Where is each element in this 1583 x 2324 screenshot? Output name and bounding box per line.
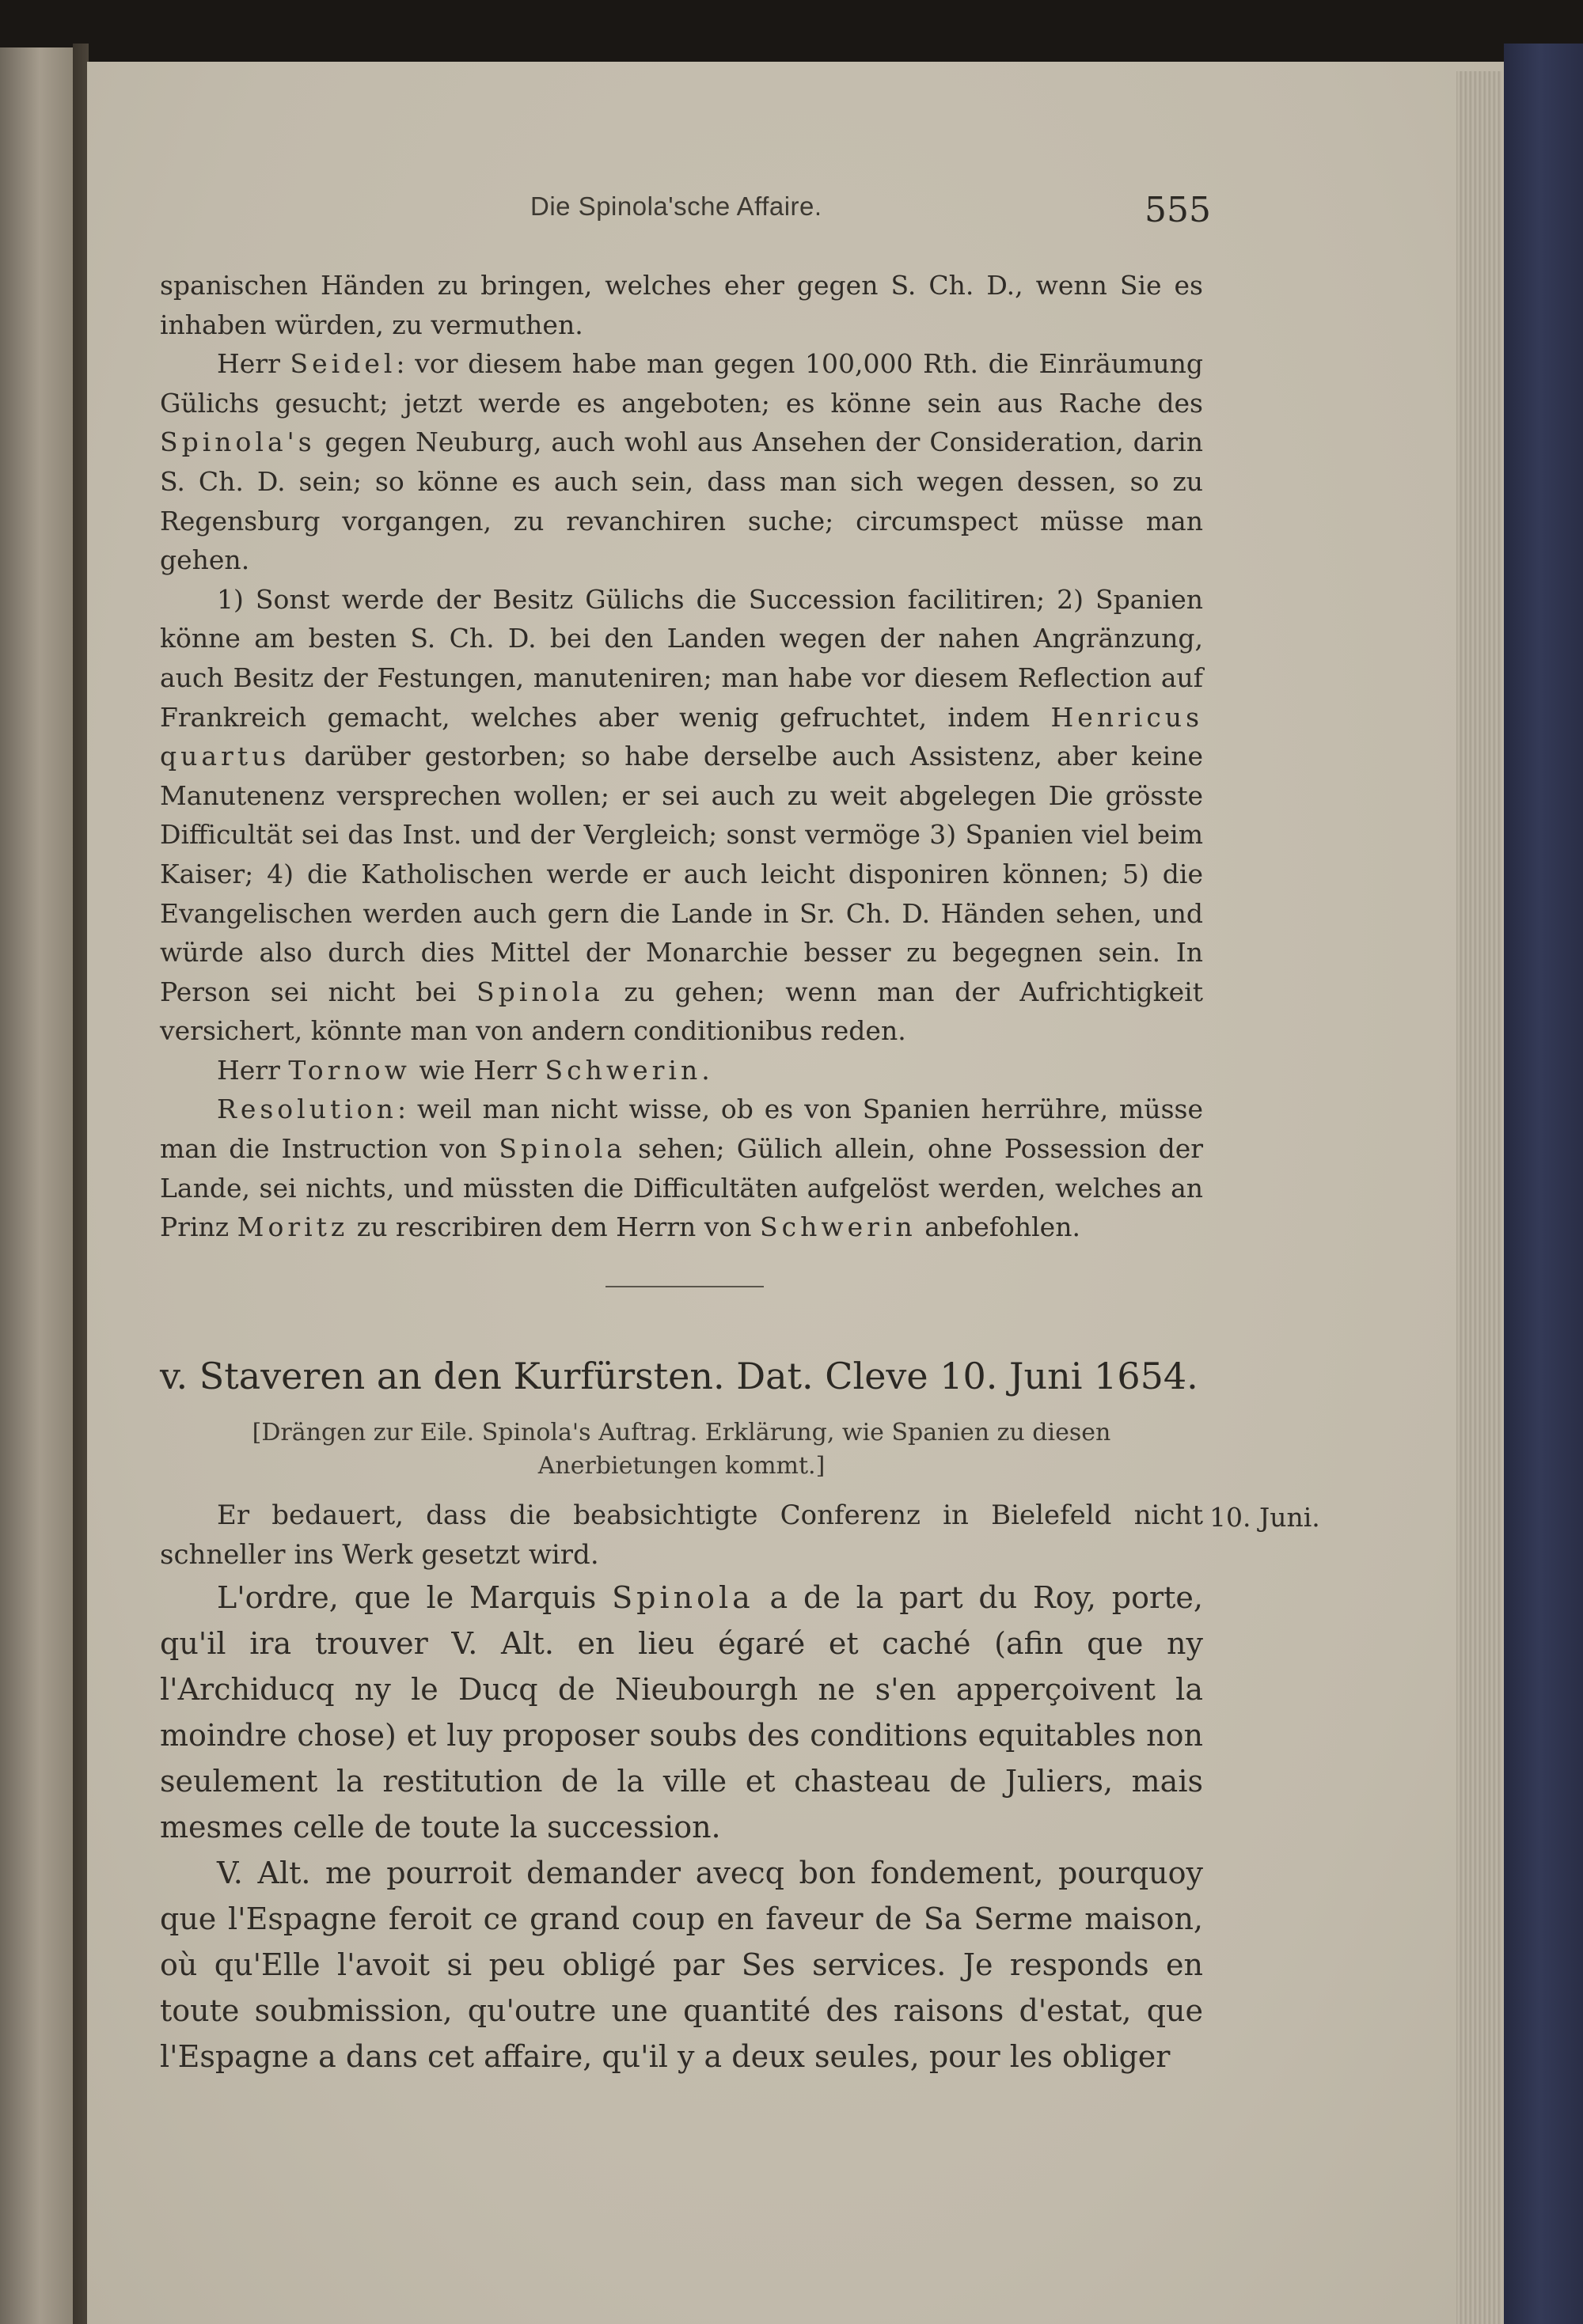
- person-name: Schwerin: [545, 1054, 702, 1086]
- person-name: Spinola: [476, 976, 604, 1007]
- person-name: Schwerin: [760, 1211, 917, 1243]
- paragraph: Resolution: weil man nicht wisse, ob es von Spanien herrühre, müsse man die Instruction von Spinola sehen; Gülich allein, ohne Possession der Lande, sei nichts, und müssten die Difficultäten aufgelöst werden, welches an Prinz Moritz zu rescribiren dem Herrn von Schwerin anbefohlen.: [160, 1094, 1203, 1243]
- paragraph: L'ordre, que le Marquis Spinola a de la part du Roy, porte, qu'il ira trouver V. Alt. en lieu égaré et caché (afin que ny l'Archiducq ny le Ducq de Nieubourgh ne s'en apperçoivent la moindre chose) et luy proposer soubs des conditions equitables non seulement la restitution de la ville et chasteau de Juliers, mais mesmes celle de toute la succession.: [160, 1580, 1203, 1844]
- paragraph: Er bedauert, dass die beabsichtigte Conferenz in Bielefeld nicht schneller ins Werk gesetzt wird.: [160, 1499, 1203, 1571]
- person-name: Tornow: [288, 1054, 411, 1086]
- paragraph: spanischen Händen zu bringen, welches eher gegen S. Ch. D., wenn Sie es inhaben würden, zu vermuthen.: [160, 270, 1203, 340]
- person-name: Spinola: [612, 1580, 754, 1615]
- running-title: Die Spinola'sche Affaire.: [530, 191, 822, 221]
- person-name: Seidel: [290, 348, 397, 380]
- marginal-date: 10. Juni.: [1209, 1502, 1320, 1533]
- document-summary: [Drängen zur Eile. Spinola's Auftrag. Erklärung, wie Spanien zu diesen Anerbietungen kommt.]: [252, 1419, 1111, 1480]
- person-name: Spinola's: [160, 427, 316, 458]
- paragraph: 1) Sonst werde der Besitz Gülichs die Succession facilitiren; 2) Spanien könne am besten S. Ch. D. bei den Landen wegen der nahen Angränzung, auch Besitz der Festungen, manuteniren; man habe vor diesem Reflection auf Frankreich gemacht, welches aber wenig gefruchtet, indem Henricus quartus darüber gestorben; so habe derselbe auch Assistenz, aber keine Manutenenz versprechen wollen; er sei auch zu weit abgelegen Die grösste Difficultät sei das Inst. und der Vergleich; sonst vermöge 3) Spanien viel beim Kaiser; 4) die Katholischen werde er auch leicht disponiren können; 5) die Evangelischen werden auch gern die Lande in Sr. Ch. D. Händen sehen, und würde also durch dies Mittel der Monarchie besser zu begegnen sein. In Person sei nicht bei Spinola zu gehen; wenn man der Aufrichtigkeit versichert, könnte man von andern conditionibus reden.: [160, 583, 1203, 1047]
- previous-page-edge: [0, 47, 73, 2324]
- page-number: 555: [1145, 190, 1211, 230]
- letter-text: [160, 1496, 1203, 2079]
- person-name: Henricus quartus: [160, 701, 1203, 772]
- paragraph: Herr Tornow wie Herr Schwerin.: [217, 1054, 710, 1086]
- section-divider: [605, 1286, 764, 1287]
- resolution-label: Resolution: [217, 1094, 397, 1125]
- person-name: Moritz: [237, 1211, 349, 1243]
- protocol-text: [160, 266, 1203, 1247]
- paragraph: V. Alt. me pourroit demander avecq bon fondement, pourquoy que l'Espagne feroit ce grand coup en faveur de Sa Serme maison, où qu'Elle l'avoit si peu obligé par Ses services. Je responds en toute soubmission, qu'outre une quantité des raisons d'estat, que l'Espagne a dans cet affaire, qu'il y a deux seules, pour les obliger: [160, 1856, 1203, 2074]
- paragraph: Herr Seidel: vor diesem habe man gegen 100,000 Rth. die Einräumung Gülichs gesucht; jetzt werde es angeboten; es könne sein aus Rache des Spinola's gegen Neuburg, auch wohl aus Ansehen der Consideration, darin S. Ch. D. sein; so könne es auch sein, dass man sich wegen dessen, so zu Regensburg vorgangen, zu revanchiren suche; circumspect müsse man gehen.: [160, 348, 1203, 576]
- document-heading: v. Staveren an den Kurfürsten. Dat. Cleve 10. Juni 1654.: [160, 1355, 1198, 1397]
- book-cover-edge: [1504, 44, 1583, 2324]
- book-gutter: [73, 44, 89, 2324]
- page-stack-edges: [1456, 71, 1502, 2324]
- person-name: Spinola: [499, 1133, 626, 1165]
